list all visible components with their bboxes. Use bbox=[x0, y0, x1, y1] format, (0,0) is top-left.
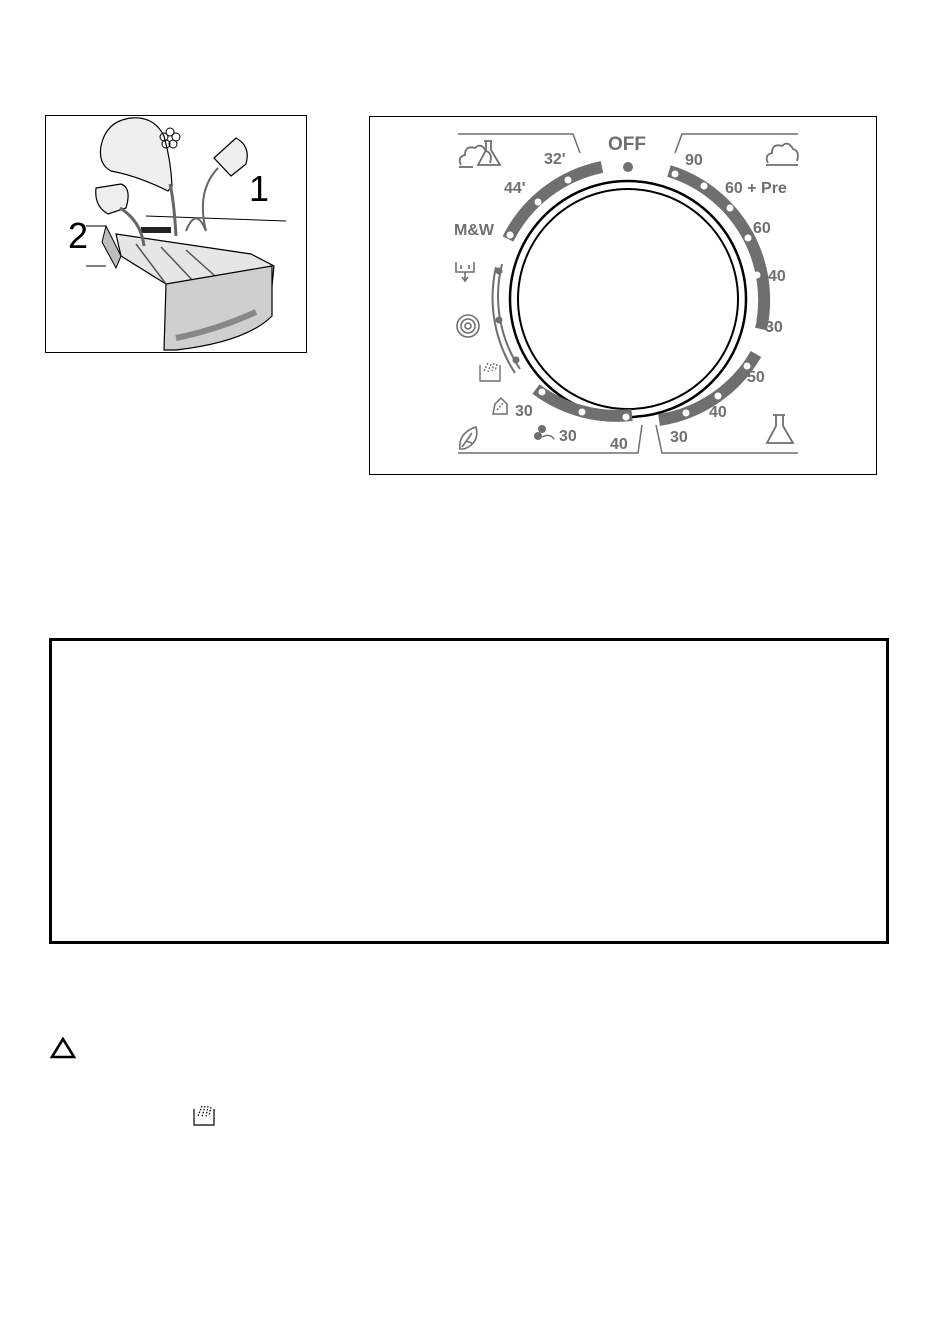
dial-knob-outer-ring bbox=[510, 181, 746, 417]
dial-position-dot bbox=[754, 272, 761, 279]
pouring-bottle-icon bbox=[100, 118, 176, 236]
option-mix-wash: M&W bbox=[454, 222, 494, 239]
option-bottom-right-40: 40 bbox=[709, 404, 727, 421]
info-box bbox=[49, 638, 889, 944]
option-wool-30: 30 bbox=[559, 428, 577, 445]
option-30: 30 bbox=[765, 319, 783, 336]
delicates-icon bbox=[493, 398, 507, 414]
synthetic-flask-icon bbox=[767, 415, 793, 443]
dial-position-dot bbox=[507, 232, 514, 239]
option-delicates-30: 30 bbox=[515, 403, 533, 420]
dial-position-dot bbox=[750, 319, 757, 326]
detergent-drawer-icon bbox=[86, 216, 286, 350]
option-50: 50 bbox=[747, 369, 765, 386]
option-bottom-left-40: 40 bbox=[610, 436, 628, 453]
compartment-2-label: 2 bbox=[68, 215, 89, 256]
dial-position-dot bbox=[539, 389, 546, 396]
spin-icon bbox=[457, 315, 479, 337]
option-90: 90 bbox=[685, 152, 703, 169]
warning-triangle-icon bbox=[50, 1037, 76, 1059]
dial-position-dot bbox=[623, 414, 630, 421]
option-60: 60 bbox=[753, 220, 771, 237]
dial-knob-inner-ring bbox=[518, 189, 738, 409]
option-44-min: 44' bbox=[504, 180, 526, 197]
dial-position-dot bbox=[715, 393, 722, 400]
off-indicator-dot bbox=[623, 162, 633, 172]
option-bottom-right-30: 30 bbox=[670, 429, 688, 446]
drain-icon bbox=[456, 262, 474, 281]
option-40: 40 bbox=[768, 268, 786, 285]
compartment-1-label: 1 bbox=[249, 168, 270, 209]
group-bracket-top-right bbox=[675, 134, 798, 153]
programme-dial-diagram bbox=[369, 116, 877, 475]
option-32-min: 32' bbox=[544, 151, 566, 168]
dial-arc-left-thin-inner bbox=[498, 264, 520, 369]
cotton-cloud-icon bbox=[766, 144, 798, 165]
wool-icon bbox=[534, 425, 554, 440]
dial-position-dot bbox=[579, 409, 586, 416]
eco-leaf-icon bbox=[460, 427, 477, 449]
dial-position-dot bbox=[672, 171, 679, 178]
dial-position-dot bbox=[565, 177, 572, 184]
dial-position-dot bbox=[513, 357, 520, 364]
dial-position-dot bbox=[745, 235, 752, 242]
rinse-icon bbox=[480, 363, 500, 381]
dial-position-dot bbox=[727, 205, 734, 212]
dial-position-dot bbox=[496, 268, 503, 275]
rinse-icon bbox=[192, 1103, 218, 1127]
dial-position-dot bbox=[701, 183, 708, 190]
detergent-drawer-illustration bbox=[45, 115, 307, 353]
pouring-bottle-icon bbox=[186, 138, 247, 231]
dial-position-dot bbox=[535, 199, 542, 206]
off-label: OFF bbox=[608, 134, 646, 155]
dial-position-dot bbox=[683, 410, 690, 417]
option-60-pre: 60 + Pre bbox=[725, 180, 787, 197]
dial-position-dot bbox=[496, 317, 503, 324]
dial-arc-top-left bbox=[508, 167, 602, 239]
